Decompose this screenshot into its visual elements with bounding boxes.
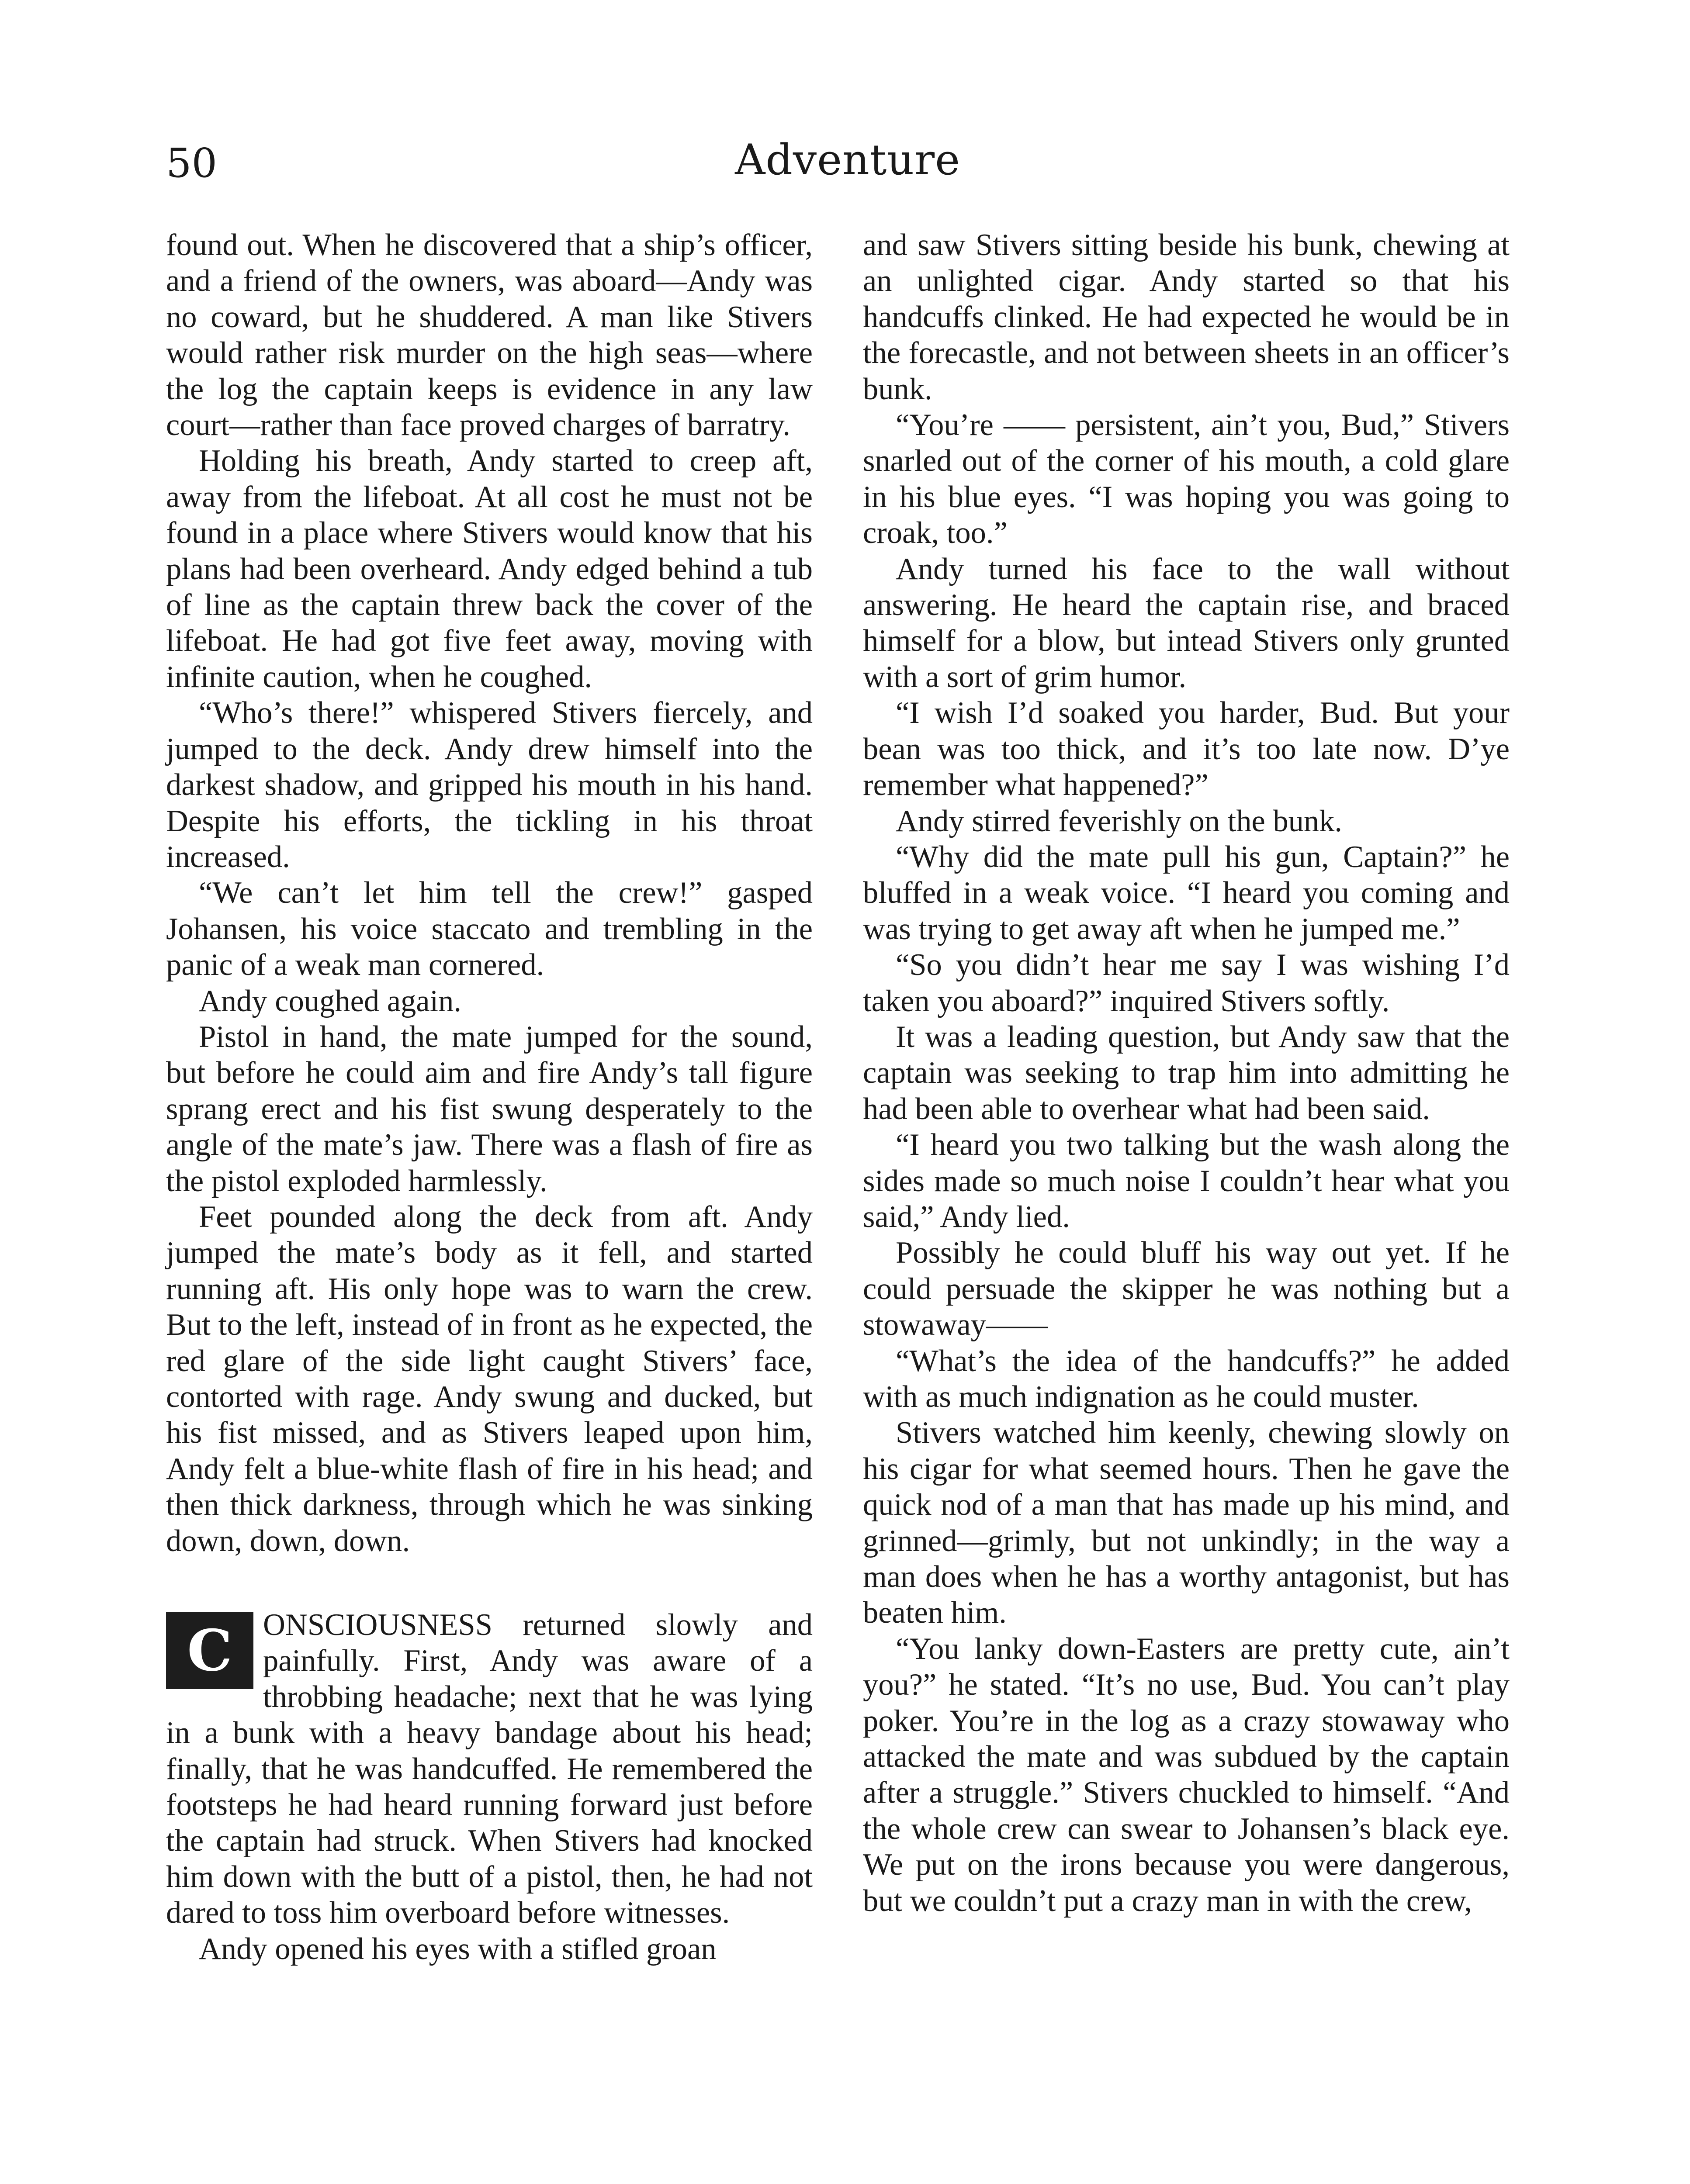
paragraph: “So you didn’t hear me say I was wishing I’d taken you aboard?” inquired Stivers softly.: [863, 948, 1510, 1018]
paragraph: Pistol in hand, the mate jumped for the sound, but before he could aim and fire Andy’s tall figure sprang erect and his fist swung desperately to the angle of the mate’s jaw. There was a flash of fire as the pistol exploded harmlessly.: [166, 1019, 813, 1198]
paragraph: and saw Stivers sitting beside his bunk, chewing at an unlighted cigar. Andy started so that his handcuffs clinked. He had expected he would be in the forecastle, and not between sheets in an officer’s bunk.: [863, 228, 1510, 406]
paragraph: Stivers watched him keenly, chewing slowly on his cigar for what seemed hours. Then he gave the quick nod of a man that has made up his mind, and grinned—grimly, but not unkindly; in the way a man does when he has a worthy antagonist, but has beaten him.: [863, 1416, 1510, 1630]
paragraph: “Who’s there!” whispered Stivers fiercely, and jumped to the deck. Andy drew himself into the darkest shadow, and gripped his mouth in his hand. Despite his efforts, the tickling in his throat increased.: [166, 696, 813, 874]
paragraph: Andy stirred feverishly on the bunk.: [896, 804, 1343, 838]
paragraph: “I wish I’d soaked you harder, Bud. But your bean was too thick, and it’s too late now. D’ye remember what happened?”: [863, 696, 1510, 802]
paragraph: “Why did the mate pull his gun, Captain?” he bluffed in a weak voice. “I heard you coming and was trying to get away aft when he jumped me.”: [863, 840, 1510, 946]
paragraph: Feet pounded along the deck from aft. Andy jumped the mate’s body as it fell, and started running aft. His only hope was to warn the crew. But to the left, instead of in front as he expected, the red glare of the side light caught Stivers’ face, contorted with rage. Andy swung and ducked, but his fist missed, and as Stivers leaped upon him, Andy felt a blue-white flash of fire in his head; and then thick darkness, through which he was sinking down, down, down.: [166, 1199, 813, 1558]
paragraph: “We can’t let him tell the crew!” gasped Johansen, his voice staccato and trembling in the panic of a weak man cornered.: [166, 876, 813, 982]
running-header: [166, 135, 1529, 201]
drop-cap-ornament: C: [166, 1612, 253, 1689]
magazine-title: Adventure: [735, 135, 960, 184]
section-opening-paragraph: [166, 1607, 813, 1931]
paragraph: Andy opened his eyes with a stifled groan: [199, 1932, 717, 1966]
paragraph: “You lanky down-Easters are pretty cute, ain’t you?” he stated. “It’s no use, Bud. You can’t play poker. You’re in the log as a crazy stowaway who attacked the mate and was subdued by the captain after a struggle.” Stivers chuckled to himself. “And the whole crew can swear to Johansen’s black eye. We put on the irons because you were dangerous, but we couldn’t put a crazy man in with the crew,: [863, 1631, 1510, 1918]
paragraph: It was a leading question, but Andy saw that the captain was seeking to trap him into admitting he had been able to overhear what had been said.: [863, 1019, 1510, 1126]
section-break: [166, 1559, 813, 1607]
paragraph: Andy turned his face to the wall without answering. He heard the captain rise, and braced himself for a blow, but intead Stivers only grunted with a sort of grim humor.: [863, 552, 1510, 694]
paragraph: “You’re —— persistent, ain’t you, Bud,” Stivers snarled out of the corner of his mouth, a cold glare in his blue eyes. “I was hoping you was going to croak, too.”: [863, 408, 1510, 550]
paragraph: Holding his breath, Andy started to creep aft, away from the lifeboat. At all cost he must not be found in a place where Stivers would know that his plans had been overheard. Andy edged behind a tub of line as the captain threw back the cover of the lifeboat. He had got five feet away, moving with infinite caution, when he coughed.: [166, 444, 813, 694]
paragraph: Andy coughed again.: [199, 984, 462, 1018]
paragraph: “What’s the idea of the handcuffs?” he added with as much indignation as he could muster.: [863, 1344, 1510, 1414]
paragraph: Possibly he could bluff his way out yet. If he could persuade the skipper he was nothing but a stowaway——: [863, 1236, 1510, 1342]
left-column: [166, 227, 813, 1967]
section-opening-text: ONSCIOUSNESS returned slowly and painfully. First, Andy was aware of a throbbing headache; next that he was lying in a bunk with a heavy bandage about his head; finally, that he was handcuffed. He remembered the footsteps he had heard running forward just before the captain had struck. When Stivers had knocked him down with the butt of a pistol, then, he had not dared to toss him overboard before witnesses.: [166, 1608, 813, 1930]
paragraph: found out. When he discovered that a ship’s officer, and a friend of the owners, was aboard—Andy was no coward, but he shuddered. A man like Stivers would rather risk murder on the high seas—where the log the captain keeps is evidence in any law court—rather than face proved charges of barratry.: [166, 228, 813, 442]
page-number: 50: [166, 140, 218, 187]
paragraph: “I heard you two talking but the wash along the sides made so much noise I couldn’t hear what you said,” Andy lied.: [863, 1128, 1510, 1234]
right-column: [863, 227, 1510, 1919]
